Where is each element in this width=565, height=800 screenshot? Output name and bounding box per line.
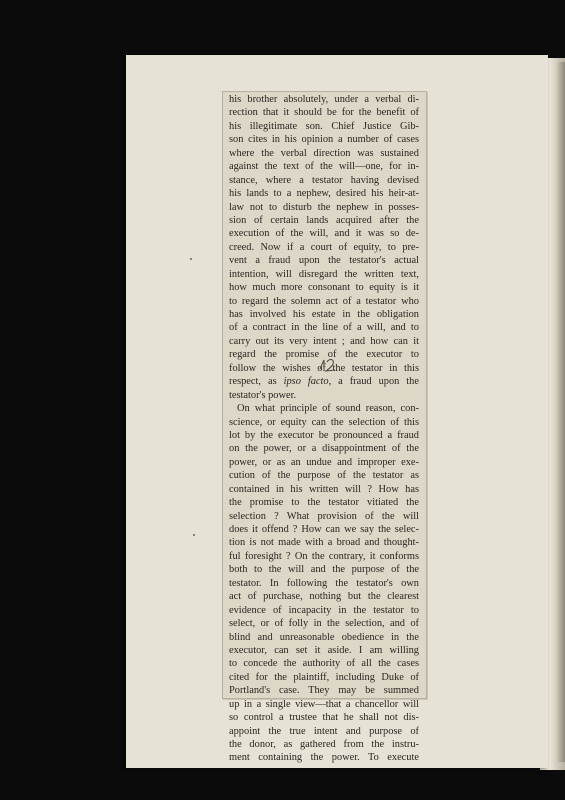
clipping-line: lot by the executor be pronounced a fraud [229,429,419,441]
clipping-line: both to the will and the purpose of the [229,564,419,576]
clipping-line: where the verbal direction was sustained [229,147,419,159]
page-speck [193,534,195,536]
clipping-line: intention, will disregard the written text, [229,268,419,280]
clipping-line: blind and unreasonable obedience in the [229,631,419,643]
handwritten-number-mark [317,357,339,373]
clipping-line: follow the wishes of the testator in this [229,362,419,374]
clipping-line: to concede the authority of all the cases [229,658,419,670]
clipping-line: testator. In following the testator's own [229,577,419,589]
clipping-line: son cites in his opinion a number of cases [229,134,419,146]
clipping-line: rection that it should be for the benefit of [229,107,419,119]
clipping-line: appoint the true intent and purpose of [229,725,419,737]
clipping-line: tion is not made with a broad and thought- [229,537,419,549]
clipping-line: cited for the plaintiff, including Duke of [229,671,419,683]
clipping-line: select, or of folly in the selection, and of [229,618,419,630]
page-stack-edge-shadow [555,62,565,762]
clipping-line: has involved his estate in the obligation [229,309,419,320]
clipping-line: his brother absolutely, under a verbal di- [229,94,419,105]
clipping-line: the donor, as gathered from the instru- [229,739,419,750]
clipping-line: testator's power. [229,389,297,401]
clipping-line: science, or equity can the selection of this [229,416,419,428]
clipping-line: cution of the purpose of the testator as [229,470,419,482]
clipping-line: the promise to the testator vitiated the [229,497,419,509]
clipping-line: his illegitimate son. Chief Justice Gib- [229,120,419,132]
clipping-line: carry out its very intent ; and how can it [229,335,419,347]
clipping-line: his lands to a nephew, desired his heir-at- [229,188,419,200]
clipping-line: On what principle of sound reason, con- [237,403,419,415]
page-speck [190,258,192,260]
clipping-line: execution of the will, and it was so de- [229,228,419,240]
clipping-line: up in a single view—that a chancellor will [229,698,419,710]
clipping-line: does it offend ? How can we say the selec- [229,524,419,535]
clipping-line: regard the promise of the executor to [229,349,419,361]
clipping-line: evidence of incapacity in the testator to [229,604,419,616]
clipping-line: ment containing the power. To execute [229,752,419,764]
clipping-line: creed. Now if a court of equity, to pre- [229,241,419,253]
clipping-line: respect, as ipso facto, a fraud upon the [229,376,419,388]
clipping-line: selection ? What provision of the will [229,510,419,522]
clipping-line: executor, can set it aside. I am willing [229,644,419,656]
clipping-line: vent a fraud upon the testator's actual [229,255,419,267]
clipping-line: to regard the solemn act of a testator who [229,295,419,307]
clipping-line: act of purchase, nothing but the clearest [229,591,419,603]
clipping-line: so control a trustee that he shall not dis- [229,712,419,724]
clipping-line: ful foresight ? On the contrary, it conforms [229,550,419,562]
clipping-text-column [229,93,419,765]
clipping-line: how much more consonant to equity is it [229,282,419,294]
clipping-line: against the text of the will—one, for in- [229,161,419,173]
clipping-line: sion of certain lands acquired after the [229,214,419,226]
clipping-line: power, or as an undue and improper exe- [229,456,419,468]
clipping-line: on the power, or a disappointment of the [229,443,419,455]
clipping-line: law not to disturb the nephew in posses- [229,201,419,213]
clipping-line: contained in his written will ? How has [229,483,419,495]
clipping-line: stance, where a testator having devised [229,174,419,186]
clipping-line: of a contract in the line of a will, and to [229,322,419,334]
clipping-line: Portland's case. They may be summed [229,685,419,697]
